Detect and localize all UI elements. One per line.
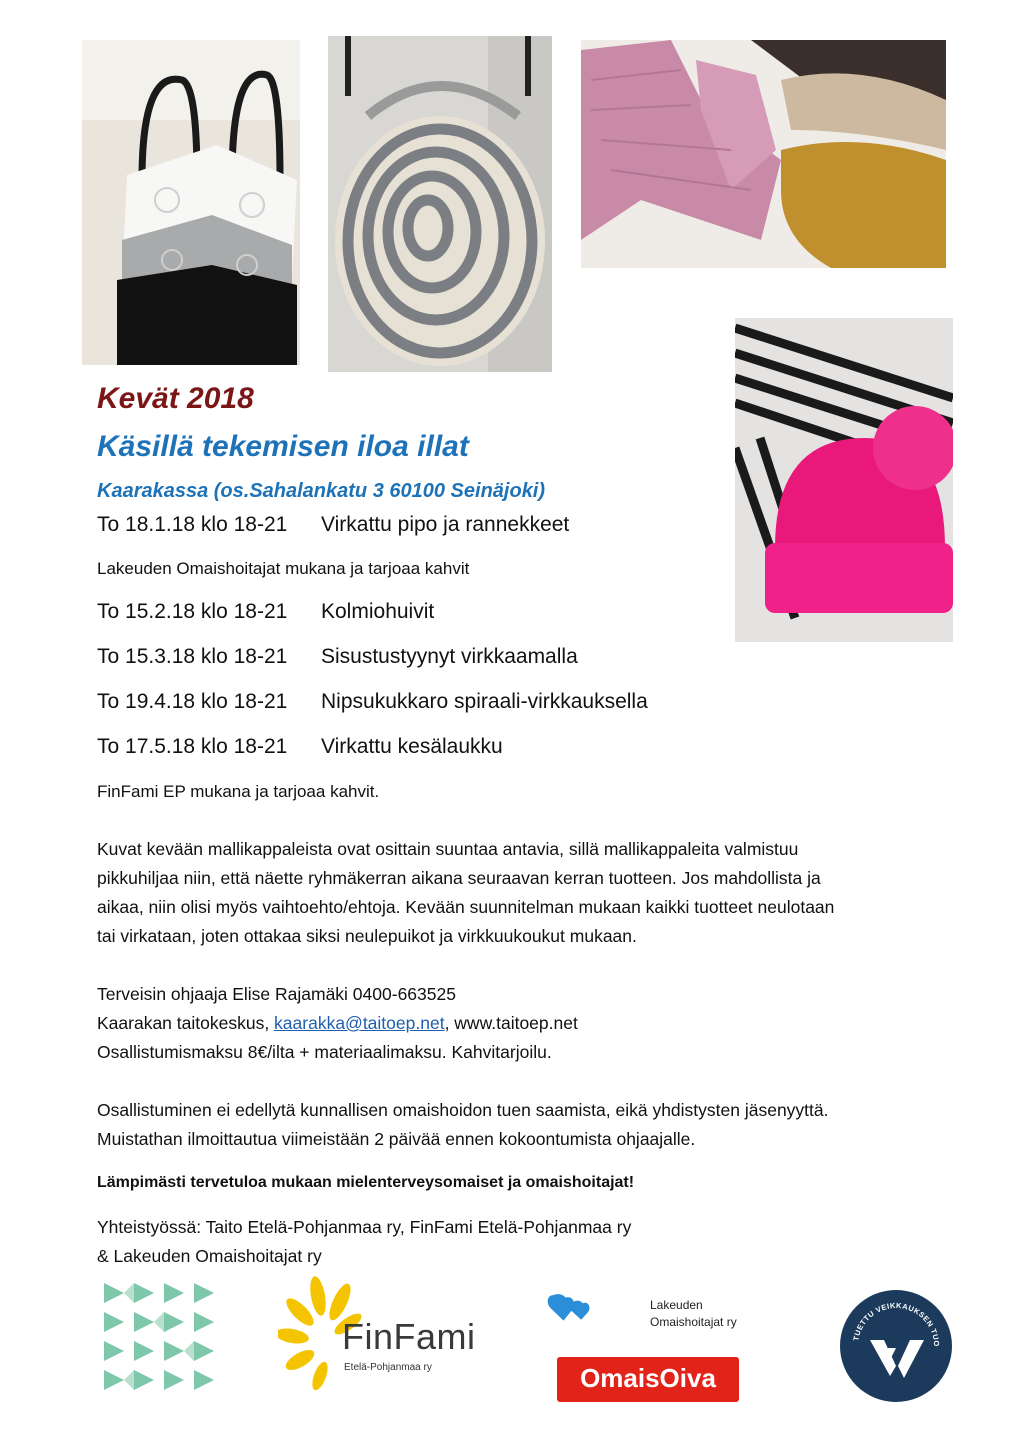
season-title: Kevät 2018 xyxy=(97,382,254,415)
omaisoiva-text: OmaisOiva xyxy=(580,1363,716,1393)
finfami-name: FinFami xyxy=(342,1316,476,1357)
photo-granny-square-bag xyxy=(82,40,300,365)
contact-block xyxy=(97,980,927,1067)
taito-logo xyxy=(104,1283,216,1391)
participation-block xyxy=(97,1096,927,1154)
event-date: To 17.5.18 klo 18-21 xyxy=(97,735,288,758)
description-line: aikaa, niin olisi myös vaihtoehto/ehtoja. Kevään suunnitelman mukaan kaikki tuotteet neulotaan xyxy=(97,897,835,917)
event-date: To 15.3.18 klo 18-21 xyxy=(97,645,288,668)
description-line: pikkuhiljaa niin, että näette ryhmäkerran aikana seuraavan kerran tuotteen. Jos mahdollista ja xyxy=(97,868,821,888)
participation-line: Osallistuminen ei edellytä kunnallisen omaishoidon tuen saamista, eikä yhdistysten jäsenyyttä. xyxy=(97,1100,829,1120)
cooperation-block xyxy=(97,1213,927,1271)
event-title: Sisustustyynyt virkkaamalla xyxy=(321,645,578,668)
description-line: Kuvat kevään mallikappaleista ovat osittain suuntaa antavia, sillä mallikappaleita valmistuu xyxy=(97,839,799,859)
event-date: To 18.1.18 klo 18-21 xyxy=(97,513,288,536)
welcome-text: Lämpimästi tervetuloa mukaan mielenterveysomaiset ja omaishoitajat! xyxy=(97,1174,635,1191)
event-date: To 15.2.18 klo 18-21 xyxy=(97,600,288,623)
lakeuden-logo xyxy=(545,1266,755,1352)
event-row-1 xyxy=(97,513,569,537)
participation-line: Muistathan ilmoittautua viimeistään 2 päivää ennen kokoontumista ohjaajalle. xyxy=(97,1129,696,1149)
cooperation-line: & Lakeuden Omaishoitajat ry xyxy=(97,1246,322,1266)
venue-address: Kaarakassa (os.Sahalankatu 3 60100 Seinäjoki) xyxy=(97,480,546,502)
event-note-1: Lakeuden Omaishoitajat mukana ja tarjoaa kahvit xyxy=(97,559,470,578)
event-title: Virkattu kesälaukku xyxy=(321,735,503,758)
participation-fee: Osallistumismaksu 8€/ilta + materiaalimaksu. Kahvitarjoilu. xyxy=(97,1042,552,1062)
description-line: tai virkataan, joten ottakaa siksi neulepuikot ja virkkuukoukut mukaan. xyxy=(97,926,637,946)
event-row-5 xyxy=(97,735,503,759)
description-paragraph xyxy=(97,835,927,951)
event-title: Virkattu pipo ja rannekkeet xyxy=(321,513,570,536)
veikkaus-ring-text: TUETTU VEIKKAUKSEN TUO xyxy=(851,1300,942,1348)
event-title: Nipsukukkaro spiraali-virkkauksella xyxy=(321,690,648,713)
finfami-logo xyxy=(278,1274,493,1394)
photo-knitted-socks xyxy=(581,40,946,268)
event-date: To 19.4.18 klo 18-21 xyxy=(97,690,288,713)
event-note-2: FinFami EP mukana ja tarjoaa kahvit. xyxy=(97,782,380,801)
photo-spiral-purse xyxy=(328,36,552,372)
cooperation-line: Yhteistyössä: Taito Etelä-Pohjanmaa ry, FinFami Etelä-Pohjanmaa ry xyxy=(97,1217,632,1237)
contact-greeting: Terveisin ohjaaja Elise Rajamäki 0400-663525 xyxy=(97,984,456,1004)
photo-pink-beanie xyxy=(735,318,953,642)
page-title: Käsillä tekemisen iloa illat xyxy=(97,430,469,463)
contact-center-line xyxy=(97,1009,927,1038)
event-row-4 xyxy=(97,690,648,714)
finfami-subtitle: Etelä-Pohjanmaa ry xyxy=(344,1362,432,1373)
email-link[interactable]: kaarakka@taitoep.net xyxy=(274,1013,445,1033)
omaisoiva-logo xyxy=(557,1357,739,1402)
center-prefix: Kaarakan taitokeskus, xyxy=(97,1013,275,1033)
lakeuden-line2: Omaishoitajat ry xyxy=(650,1315,737,1329)
veikkaus-badge xyxy=(840,1290,952,1402)
lakeuden-line1: Lakeuden xyxy=(650,1298,703,1312)
center-suffix: , www.taitoep.net xyxy=(444,1013,578,1033)
event-title: Kolmiohuivit xyxy=(321,600,435,623)
event-row-3 xyxy=(97,645,578,669)
event-row-2 xyxy=(97,600,434,624)
